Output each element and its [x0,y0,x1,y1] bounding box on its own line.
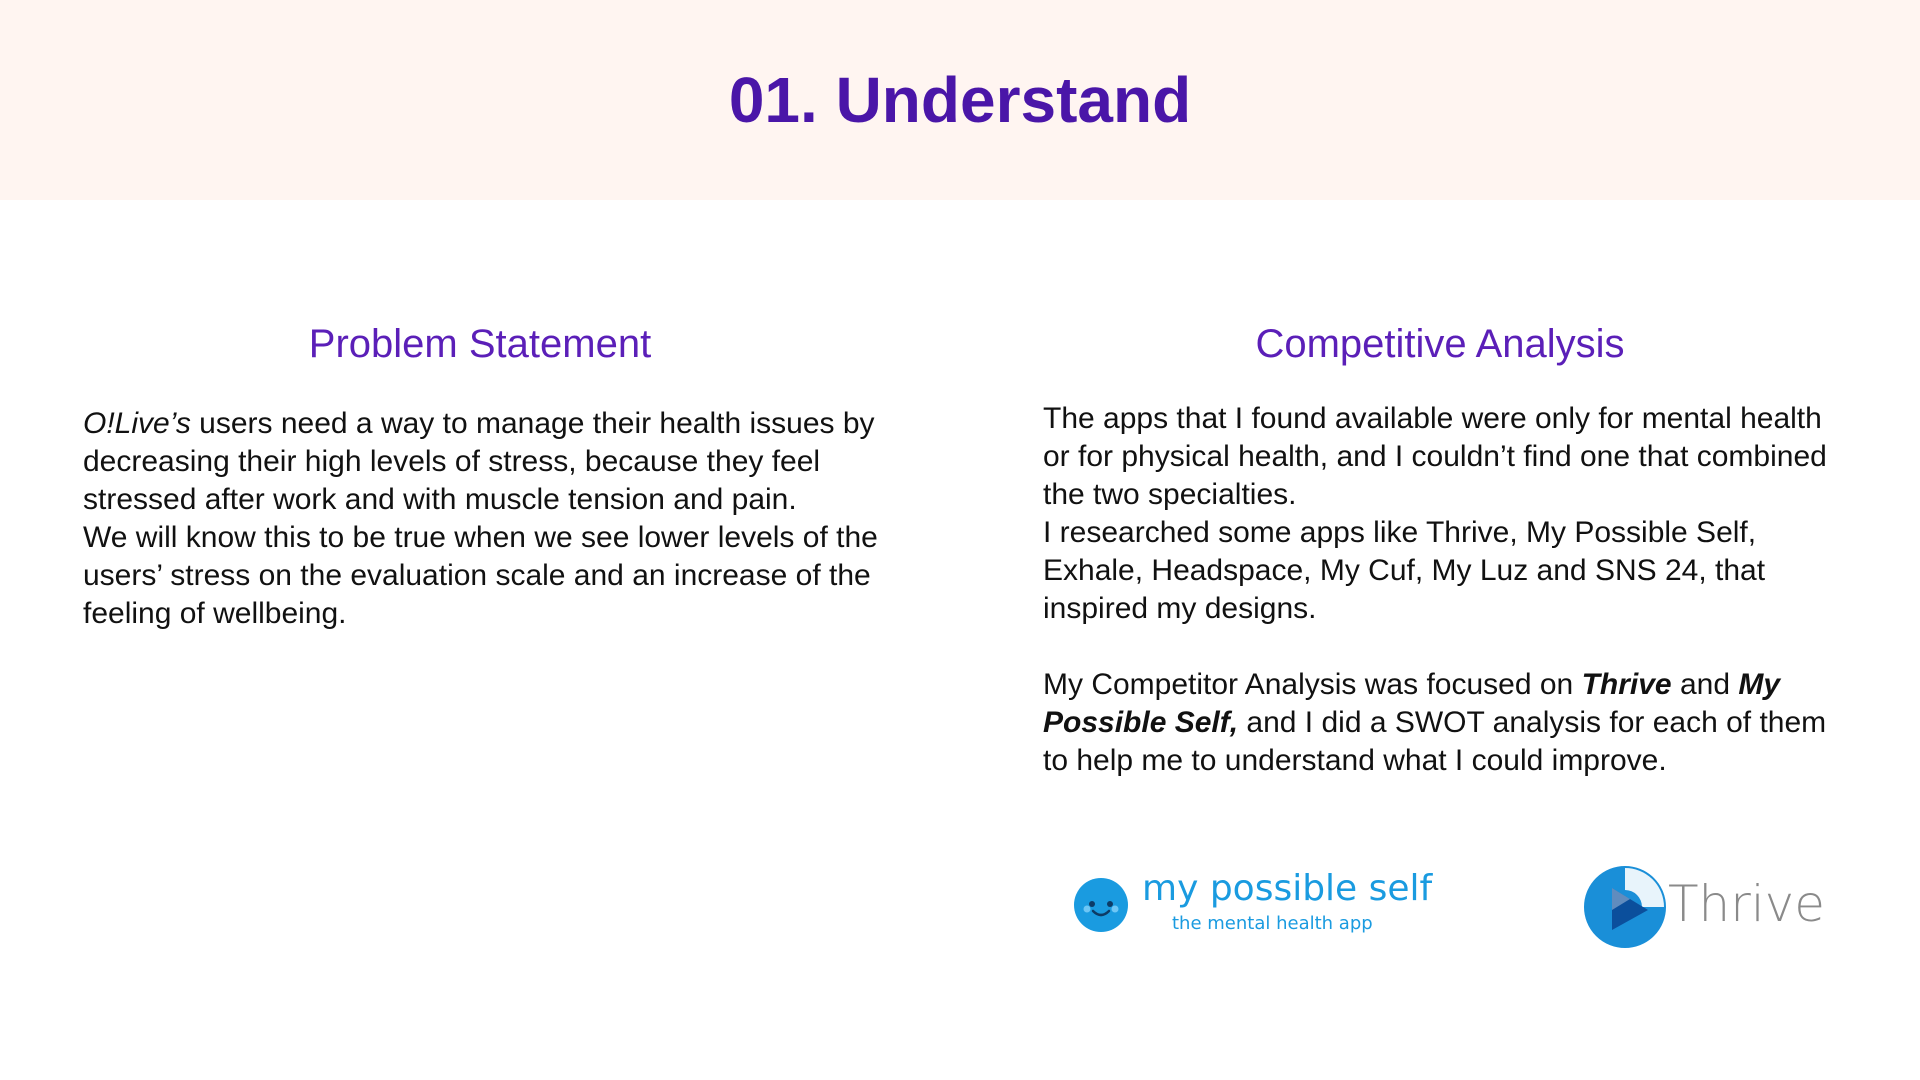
paragraph-3-mid: and [1671,668,1739,701]
my-possible-self-tagline: the mental health app [1172,913,1373,934]
problem-statement-heading: Problem Statement [308,322,652,366]
competitive-analysis-paragraph-3 [1043,666,1843,780]
smiley-face-icon [1074,878,1128,932]
problem-statement-paragraph-2: We will know this to be true when we see lower levels of the users’ stress on the evaluation scale and an increase of the feeling of wellbeing. [83,521,878,630]
paragraph-spacer [1043,628,1843,666]
paragraph-3-suffix: and I did a SWOT analysis for each of them to help me to understand what I could improve. [1043,706,1827,777]
paragraph-3-prefix: My Competitor Analysis was focused on [1043,668,1582,701]
competitor-thrive: Thrive [1581,668,1672,701]
competitive-analysis-heading: Competitive Analysis [1255,322,1625,366]
problem-statement-body [83,405,883,633]
problem-statement-paragraph-1 [83,405,883,519]
competitive-analysis-paragraph-1: The apps that I found available were only for mental health or for physical health, and I couldn’t find one that combined the two specialties. [1043,402,1827,511]
my-possible-self-wordmark: my possible self [1142,868,1433,909]
competitive-analysis-paragraph-2: I researched some apps like Thrive, My Possible Self, Exhale, Headspace, My Cuf, My Luz and SNS 24, that inspired my designs. [1043,516,1766,625]
problem-statement-text: users need a way to manage their health issues by decreasing their high levels of stress, because they feel stressed after work and with muscle tension and pain. [83,407,875,516]
page-title: 01. Understand [728,64,1192,136]
thrive-logo [1582,858,1826,954]
thrive-wordmark: Thrive [1668,875,1826,933]
competitive-analysis-body [1043,400,1843,780]
competitor-my-possible-self: My Possible Self, [1043,668,1781,739]
my-possible-self-logo [1074,868,1434,942]
header-banner [0,0,1920,200]
brand-name: O!Live’s [83,407,191,440]
thrive-play-icon [1582,864,1668,950]
